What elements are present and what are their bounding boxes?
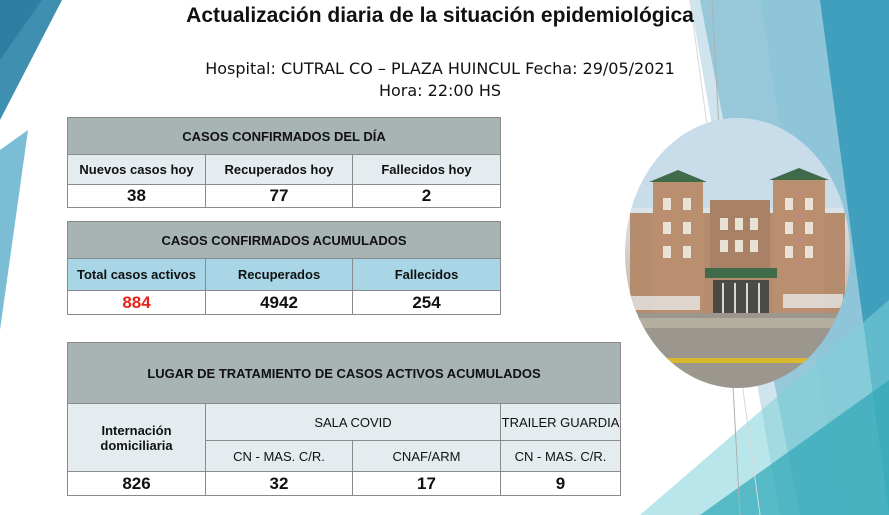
covid-ward-cnaf-label: CNAF/ARM	[353, 441, 501, 472]
accumulated-cases-header: CASOS CONFIRMADOS ACUMULADOS	[68, 222, 501, 259]
new-cases-label: Nuevos casos hoy	[68, 155, 206, 185]
hospital-date-line: Hospital: CUTRAL CO – PLAZA HUINCUL Fecha: 29/05/2021	[205, 59, 675, 78]
treatment-location-header: LUGAR DE TRATAMIENTO DE CASOS ACTIVOS ACUMULADOS	[68, 343, 621, 404]
new-cases-value: 38	[68, 185, 206, 208]
active-cases-label: Total casos activos	[68, 259, 206, 291]
hospital-photo	[625, 118, 850, 388]
hospital-building-illustration	[625, 118, 850, 388]
deaths-today-label: Fallecidos hoy	[353, 155, 501, 185]
covid-ward-cnaf-value: 17	[353, 472, 501, 496]
daily-cases-table	[67, 117, 501, 208]
trailer-cn-label: CN - MAS. C/R.	[501, 441, 621, 472]
covid-ward-label: SALA COVID	[206, 404, 501, 441]
time-line: Hora: 22:00 HS	[378, 81, 502, 100]
deaths-label: Fallecidos	[353, 259, 501, 291]
accumulated-cases-table	[67, 221, 501, 315]
home-hospitalization-value: 826	[68, 472, 206, 496]
trailer-cn-value: 9	[501, 472, 621, 496]
active-cases-value: 884	[68, 291, 206, 315]
recovered-value: 4942	[206, 291, 353, 315]
treatment-location-table	[67, 342, 621, 496]
recovered-label: Recuperados	[206, 259, 353, 291]
page-subtitle	[170, 58, 710, 102]
daily-cases-header: CASOS CONFIRMADOS DEL DÍA	[68, 118, 501, 155]
trailer-guard-label: TRAILER GUARDIA	[501, 404, 621, 441]
recovered-today-label: Recuperados hoy	[206, 155, 353, 185]
recovered-today-value: 77	[206, 185, 353, 208]
home-hospitalization-label: Internación domiciliaria	[68, 404, 206, 472]
covid-ward-cn-label: CN - MAS. C/R.	[206, 441, 353, 472]
deaths-today-value: 2	[353, 185, 501, 208]
covid-ward-cn-value: 32	[206, 472, 353, 496]
page-title: Actualización diaria de la situación epidemiológica	[186, 4, 694, 27]
deaths-value: 254	[353, 291, 501, 315]
